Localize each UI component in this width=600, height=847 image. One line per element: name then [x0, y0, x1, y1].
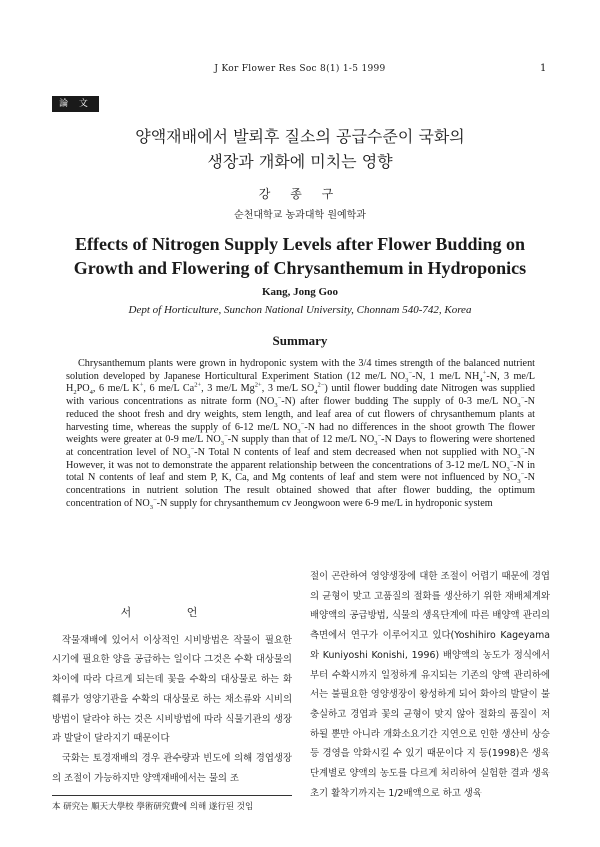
- page-number: 1: [540, 63, 547, 74]
- superscript: −: [152, 496, 157, 504]
- superscript: 2+: [254, 382, 262, 390]
- superscript: −: [509, 458, 514, 466]
- footnote-divider: [52, 795, 292, 796]
- abstract-text: -N Days to flowering were shortened at concentration level of NO: [66, 434, 535, 458]
- subscript: 3: [517, 478, 521, 486]
- subscript: 3: [506, 465, 510, 473]
- running-head: J Kor Flower Res Soc 8(1) 1-5 1999: [214, 64, 386, 74]
- abstract-text: -N supply for chrysanthemum cv Jeongwoon were 6-9 me/L in hydroponic system: [156, 497, 493, 509]
- superscript: 2+: [194, 382, 202, 390]
- superscript: −: [520, 445, 525, 453]
- superscript: −: [408, 369, 412, 377]
- abstract-text: -N had no differences in the shoot growth The flower weights were greater at 0-9 me/L NO: [66, 421, 535, 446]
- superscript: +: [139, 382, 144, 390]
- superscript: 2−: [317, 382, 325, 390]
- abstract-text: , 6 me/L Ca: [143, 383, 195, 395]
- english-title-line-1: Effects of Nitrogen Supply Levels after Flower Budding on: [74, 234, 525, 254]
- intro-paragraph-1: 작물재배에 있어서 이상적인 시비방법은 작물이 필요한 시기에 필요한 양을 공급하는 일이다 그것은 수확 대상물의 차이에 따라 다르게 되는데 꽃을 수확의 대상물로 하는 화훼류가 영양기관을 수확의 대상물로 하는 채소류와 시비의 방법이 달라야 하는 것은 시비방법에 따라 식물기관의 생장과 발달이 달라지기 때문이다: [52, 634, 292, 745]
- abstract-text: , 6 me/L K: [92, 383, 140, 395]
- abstract-text: -N) after flower budding The supply of 0-3 me/L NO: [281, 396, 518, 408]
- superscript: −: [190, 445, 195, 453]
- abstract-text: -N However, it was not to demonstrate the apparent relationship between the concentrations of 3-12 me/L NO: [66, 446, 535, 471]
- article-type-tag: 論 文: [52, 96, 99, 112]
- summary-heading: Summary: [272, 333, 328, 348]
- abstract-text: -N supply than that of 12 me/L NO: [227, 434, 375, 446]
- abstract-text: -N reduced the shoot fresh and dry weights, stem length, and leaf area of cut flowers of chrysanthemum plants at harvesting time, whereas the supply of 6-12 me/L NO: [66, 396, 535, 433]
- english-title: [0, 232, 600, 280]
- abstract-text: , 3 me/L SO: [261, 383, 315, 395]
- superscript: −: [300, 420, 305, 428]
- intro-heading: 서 언: [120, 606, 224, 619]
- superscript: −: [520, 394, 525, 402]
- subscript: 3: [297, 427, 301, 435]
- korean-affiliation: 순천대학교 농과대학 원예학과: [234, 210, 366, 221]
- abstract-text: Chrysanthemum plants were grown in hydroponic system with the 3/4 times strength of the balanced nutrient solution developed by Japanese Horticultural Experiment Station (12 me/L NO: [66, 358, 535, 382]
- subscript: 4: [89, 389, 93, 397]
- abstract-text: -N, 1 me/L NH: [411, 370, 480, 382]
- subscript: 3: [187, 452, 191, 460]
- intro-left-column: [52, 603, 292, 788]
- superscript: −: [277, 394, 282, 402]
- subscript: 3: [220, 440, 225, 448]
- korean-author: 강 종 구: [258, 187, 342, 201]
- korean-title-line-2: 생장과 개화에 미치는 영향: [207, 152, 393, 171]
- subscript: 3: [405, 376, 409, 384]
- abstract-text: -N Total N contents of leaf and stem decreased when not supplied with NO: [194, 446, 518, 458]
- english-title-line-2: Growth and Flowering of Chrysanthemum in Hydroponics: [73, 258, 527, 278]
- intro-right-column: [310, 567, 550, 803]
- subscript: 4: [314, 389, 318, 397]
- superscript: −: [520, 470, 525, 478]
- abstract-text: -N, 3 me/L H: [66, 370, 536, 395]
- subscript: 3: [374, 440, 378, 448]
- subscript: 3: [517, 452, 521, 460]
- english-affiliation: Dept of Horticulture, Sunchon National University, Chonnam 540-742, Korea: [128, 304, 472, 316]
- intro-right-paragraph: 절이 곤란하여 영양생장에 대한 조절이 어렵기 때문에 경엽의 균형이 맞고 고품질의 절화를 생산하기 위한 재배체계와 배양액의 공급방법, 식물의 생육단계에 따른 배양액 관리의 측면에서 연구가 이루어지고 있다(Yoshihiro Kageyama와 Kuniyoshi Konishi, 1996) 배양액의 농도가 정식에서부터 수확시까지 일정하게 유지되는 기존의 양액 관리하에서는 불필요한 영양생장이 왕성하게 되어 화아의 발달이 불충실하고 경엽과 꽃의 균형이 맞지 않아 절화의 품질이 저하될 뿐만 아니라 개화소요기간 지연으로 인한 생산비 상승등 경영을 악화시킬 수 있기 때문이다 지 등(1998)은 생육단계별로 양액의 농도를 다르게 처리하여 실험한 결과 생육초기 활착기까지는 1/2배액으로 하고 생육: [310, 571, 550, 799]
- intro-paragraph-2: 국화는 토경재배의 경우 관수량과 빈도에 의해 경엽생장의 조절이 가능하지만 양액재배에서는 물의 조: [52, 752, 292, 784]
- subscript: 3: [149, 503, 153, 511]
- footnote: 本 研究는 順天大學校 學術研究費에 의해 遂行된 것임: [52, 802, 254, 812]
- abstract-text: , 3 me/L Mg: [201, 383, 255, 395]
- english-author: Kang, Jong Goo: [261, 286, 339, 298]
- subscript: 3: [274, 402, 278, 410]
- korean-title: [0, 124, 600, 174]
- subscript: 3: [517, 402, 521, 410]
- abstract-text: -N in total N contents of leaf and stem P, K, Ca, and Mg contents of leaf and stem were not influenced by NO: [66, 459, 535, 484]
- superscript: −: [377, 432, 382, 440]
- summary-abstract: [66, 358, 535, 510]
- subscript: 4: [479, 376, 483, 384]
- abstract-text: -N concentrations in nutrient solution The result obtained showed that after flower budding, the optimum concentration of NO: [66, 472, 535, 509]
- korean-title-line-1: 양액재배에서 발뢰후 질소의 공급수준이 국화의: [135, 127, 465, 146]
- superscript: +: [482, 369, 487, 377]
- abstract-text: ) until flower budding date Nitrogen was supplied with various concentrations as nitrate form (NO: [66, 383, 536, 408]
- abstract-text: PO: [76, 383, 90, 395]
- subscript: 2: [73, 389, 77, 397]
- superscript: −: [224, 432, 228, 440]
